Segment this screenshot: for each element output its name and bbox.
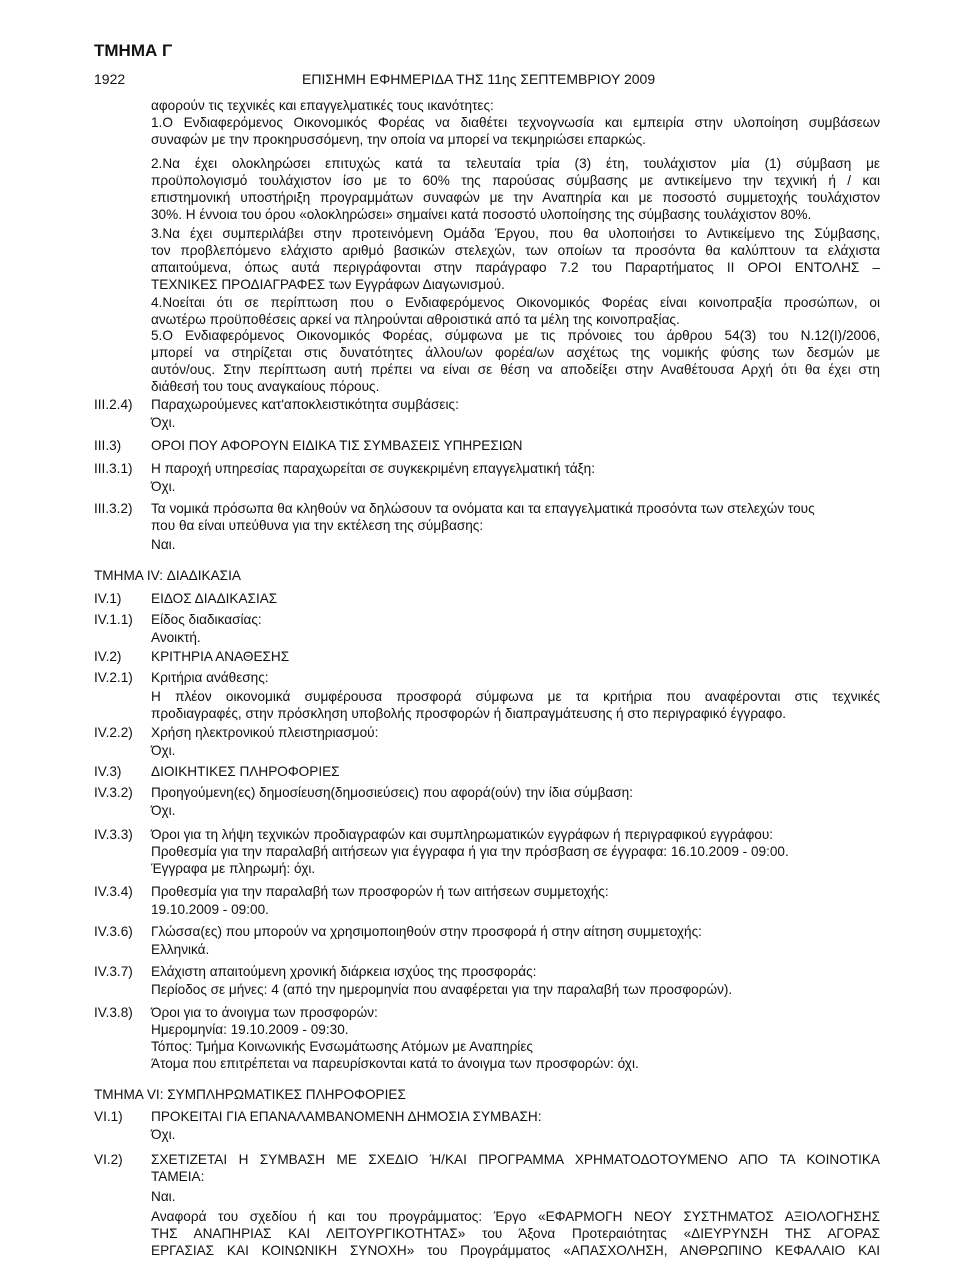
item-value: Τόπος: Τμήμα Κοινωνικής Ενσωμάτωσης Ατόμων με Αναπηρίες [151,1039,533,1054]
item-value: Ναι. [151,1189,176,1204]
item-label: Χρήση ηλεκτρονικού πλειστηριασμού: [151,725,379,740]
paragraph-line: 30%. Η έννοια του όρου «ολοκληρώσει» σημαίνει κατά ποσοστό υλοποίησης της σύμβασης τουλάχιστον 80%. [151,207,812,222]
paragraph-line: αυτόν/ους. Στην περίπτωση αυτή πρέπει να είναι σε θέση να αποδείξει στην Αναθέτουσα Αρχή ότι θα έχει στη [151,362,880,377]
journal-title: ΕΠΙΣΗΜΗ ΕΦΗΜΕΡΙΔΑ ΤΗΣ 11ης ΣΕΠΤΕΜΒΡΙΟΥ 2009 [302,71,656,87]
item-label: Γλώσσα(ες) που μπορούν να χρησιμοποιηθούν στην προσφορά ή στην αίτηση συμμετοχής: [151,924,702,939]
paragraph-line: επιστημονική υποστήριξη προγραμμάτων συναφών με την Αναπηρία και με ποσοστό συμμετοχής τουλάχιστον [151,190,880,205]
item-number: ΙΙΙ.3.1) [94,461,133,476]
item-number: IV.2.1) [94,670,133,685]
item-value: Έγγραφα με πληρωμή: όχι. [151,861,316,876]
paragraph-line: 4.Νοείται ότι σε περίπτωση που ο Ενδιαφερόμενος Οικονομικός Φορέας είναι κοινοπραξία προσώπων, οι [151,295,880,310]
paragraph-line: απαιτούμενα, όπως αυτά περιγράφονται στην παράγραφο 7.2 του Παραρτήματος ΙΙ ΟΡΟΙ ΕΝΤΟΛΗΣ – [151,260,880,275]
paragraph-line: διάθεσή του τους αναγκαίους πόρους. [151,379,380,394]
paragraph-line: προϋπολογισμό τουλάχιστον ίσο με το 60% της παρούσας σύμβασης με αντικείμενο την τεχνική ή / και [151,173,880,188]
paragraph-line: ΤΑΜΕΙΑ: [151,1169,205,1184]
item-number: IV.3) [94,764,122,779]
requirement-paragraph-4 [151,294,880,328]
item-number: VI.2) [94,1152,123,1167]
item-number: IV.1.1) [94,612,133,627]
item-value: Προθεσμία για την παραλαβή αιτήσεων για έγγραφα ή για την πρόσβαση σε έγγραφα: 16.10.2009 - 09:00. [151,844,789,859]
paragraph-line: ΤΗΣ ΑΝΑΠΗΡΙΑΣ ΚΑΙ ΛΕΙΤΟΥΡΓΙΚΟΤΗΤΑΣ» του Άξονα Προτεραιότητας «ΔΙΕΥΡΥΝΣΗ ΤΗΣ ΑΓΟΡΑΣ [151,1226,880,1241]
paragraph-line: ΕΡΓΑΣΙΑΣ ΚΑΙ ΚΟΙΝΩΝΙΚΗ ΣΥΝΟΧΗ» του Προγράμματος «ΑΠΑΣΧΟΛΗΣΗ, ΑΝΘΡΩΠΙΝΟ ΚΕΦΑΛΑΙΟ ΚΑΙ [151,1243,880,1258]
paragraph-line: ΤΕΧΝΙΚΕΣ ΠΡΟΔΙΑΓΡΑΦΕΣ των Εγγράφων Διαγωνισμού. [151,277,505,292]
item-label: που θα είναι υπεύθυνα για την εκτέλεση της σύμβασης: [151,518,484,533]
item-number: ΙΙΙ.2.4) [94,397,133,412]
paragraph-line: ΣΧΕΤΙΖΕΤΑΙ Η ΣΥΜΒΑΣΗ ΜΕ ΣΧΕΔΙΟ Ή/ΚΑΙ ΠΡΟΓΡΑΜΜΑ ΧΡΗΜΑΤΟΔΟΤΟΥΜΕΝΟ ΑΠΟ ΤΑ ΚΟΙΝΟΤΙΚΑ [151,1152,880,1167]
item-label: Προηγούμενη(ες) δημοσίευση(δημοσιεύσεις) που αφορά(ούν) την ίδια σύμβαση: [151,785,634,800]
item-value: Όχι. [151,803,176,818]
item-number: IV.3.4) [94,884,133,899]
requirement-paragraph-1 [151,114,880,148]
item-label: Όροι για τη λήψη τεχνικών προδιαγραφών και συμπληρωματικών εγγράφων ή περιγραφικού εγγράφου: [151,827,774,842]
item-value: Άτομα που επιτρέπεται να παρευρίσκονται κατά το άνοιγμα των προσφορών: όχι. [151,1056,639,1071]
item-number: IV.3.8) [94,1005,133,1020]
item-heading: ΟΡΟΙ ΠΟΥ ΑΦΟΡΟΥΝ ΕΙΔΙΚΑ ΤΙΣ ΣΥΜΒΑΣΕΙΣ ΥΠΗΡΕΣΙΩΝ [151,438,523,453]
section-heading: ΤΜΗΜΑ VI: ΣΥΜΠΛΗΡΩΜΑΤΙΚΕΣ ΠΛΗΡΟΦΟΡΙΕΣ [94,1087,406,1102]
paragraph-line: Αναφορά του σχεδίου ή και του προγράμματος: Έργο «ΕΦΑΡΜΟΓΗ ΝΕΟΥ ΣΥΣΤΗΜΑΤΟΣ ΑΞΙΟΛΟΓΗΣΗΣ [151,1209,880,1224]
item-value: 19.10.2009 - 09:00. [151,902,269,917]
paragraph-line: συναφών με την προκηρυσσόμενη, την οποία να μπορεί να τεκμηριώσει επαρκώς. [151,132,646,147]
item-value: Ελληνικά. [151,942,210,957]
paragraph-line: Η πλέον οικονομικά συμφέρουσα προσφορά σύμφωνα με τα κριτήρια που αναφέρονται στις τεχνικές [151,689,880,704]
item-number: ΙΙΙ.3) [94,438,122,453]
item-number: IV.3.2) [94,785,133,800]
item-number: IV.3.3) [94,827,133,842]
item-number: IV.1) [94,591,122,606]
item-label: Η παροχή υπηρεσίας παραχωρείται σε συγκεκριμένη επαγγελματική τάξη: [151,461,595,476]
item-number: VI.1) [94,1109,123,1124]
paragraph-line: 2.Να έχει ολοκληρώσει επιτυχώς κατά τα τελευταία τρία (3) έτη, τουλάχιστον μία (1) σύμβαση με [151,156,880,171]
item-label: Παραχωρούμενες κατ'αποκλειστικότητα συμβάσεις: [151,397,459,412]
item-label: Είδος διαδικασίας: [151,612,262,627]
paragraph-line: 5.Ο Ενδιαφερόμενος Οικονομικός Φορέας, σύμφωνα με τις πρόνοιες του άρθρου 54(3) του Ν.12(Ι)/2006, [151,328,880,343]
item-heading: ΕΙΔΟΣ ΔΙΑΔΙΚΑΣΙΑΣ [151,591,278,606]
requirement-paragraph-3 [151,225,880,293]
item-value: Περίοδος σε μήνες: 4 (από την ημερομηνία που αναφέρεται για την παραλαβή των προσφορών). [151,982,733,997]
item-label: Τα νομικά πρόσωπα θα κληθούν να δηλώσουν τα ονόματα και τα επαγγελματικά προσόντα των στελεχών τους [151,501,815,516]
paragraph-line: τον προβλεπόμενο ελάχιστο αριθμό βασικών στελεχών, των οποίων τα προσόντα θα καλύπτουν τα ελάχιστα [151,243,880,258]
item-heading: ΠΡΟΚΕΙΤΑΙ ΓΙΑ ΕΠΑΝΑΛΑΜΒΑΝΟΜΕΝΗ ΔΗΜΟΣΙΑ ΣΥΜΒΑΣΗ: [151,1109,542,1124]
item-heading: ΔΙΟΙΚΗΤΙΚΕΣ ΠΛΗΡΟΦΟΡΙΕΣ [151,764,340,779]
paragraph-line: προδιαγραφές, στην πρόσκληση υποβολής προσφορών ή διαπραγμάτευσης ή στο περιγραφικό έγγραφο. [151,706,787,721]
section-heading: ΤΜΗΜΑ ΙV: ΔΙΑΔΙΚΑΣΙΑ [94,568,241,583]
item-label: Όροι για το άνοιγμα των προσφορών: [151,1005,378,1020]
item-heading-block [151,1151,880,1185]
item-number: IV.2.2) [94,725,133,740]
item-value: Ημερομηνία: 19.10.2009 - 09:30. [151,1022,349,1037]
item-value: Όχι. [151,1127,176,1142]
paragraph-line: 1.Ο Ενδιαφερόμενος Οικονομικός Φορέας να διαθέτει τεχνογνωσία και εμπειρία στην υλοποίηση συμβάσεων [151,115,880,130]
item-label: Κριτήρια ανάθεσης: [151,670,269,685]
item-number: IV.3.6) [94,924,133,939]
item-label: Ελάχιστη απαιτούμενη χρονική διάρκεια ισχύος της προσφοράς: [151,964,537,979]
item-value: Όχι. [151,415,176,430]
item-number: ΙΙΙ.3.2) [94,501,133,516]
item-value: Ναι. [151,537,176,552]
item-label: Προθεσμία για την παραλαβή των προσφορών ή των αιτήσεων συμμετοχής: [151,884,609,899]
requirement-paragraph-2 [151,155,880,223]
section-letter-heading: ΤΜΗΜΑ Γ [94,41,173,60]
requirement-paragraph-5 [151,327,880,395]
item-value: Ανοικτή. [151,630,201,645]
item-heading: ΚΡΙΤΗΡΙΑ ΑΝΑΘΕΣΗΣ [151,649,290,664]
item-number: IV.2) [94,649,122,664]
item-number: IV.3.7) [94,964,133,979]
item-value: Όχι. [151,479,176,494]
paragraph-line: ανωτέρω προϋποθέσεις αρκεί να πληρούνται αθροιστικά από τα μέλη της κοινοπραξίας. [151,312,680,327]
continuation-line: αφορούν τις τεχνικές και επαγγελματικές τους ικανότητες: [151,98,494,113]
item-value: Όχι. [151,743,176,758]
paragraph-line: 3.Να έχει συμπεριλάβει στην προτεινόμενη Ομάδα Έργου, που θα υλοποιήσει το Αντικείμενο της Σύμβασης, [151,226,880,241]
programme-reference [151,1208,880,1259]
paragraph-line: μπορεί να στηρίζεται στις δυνατότητες άλλου/ων φορέα/ων ασχέτως της νομικής φύσης των δεσμών με [151,345,880,360]
page-number: 1922 [94,71,126,87]
item-value-block [151,688,880,722]
